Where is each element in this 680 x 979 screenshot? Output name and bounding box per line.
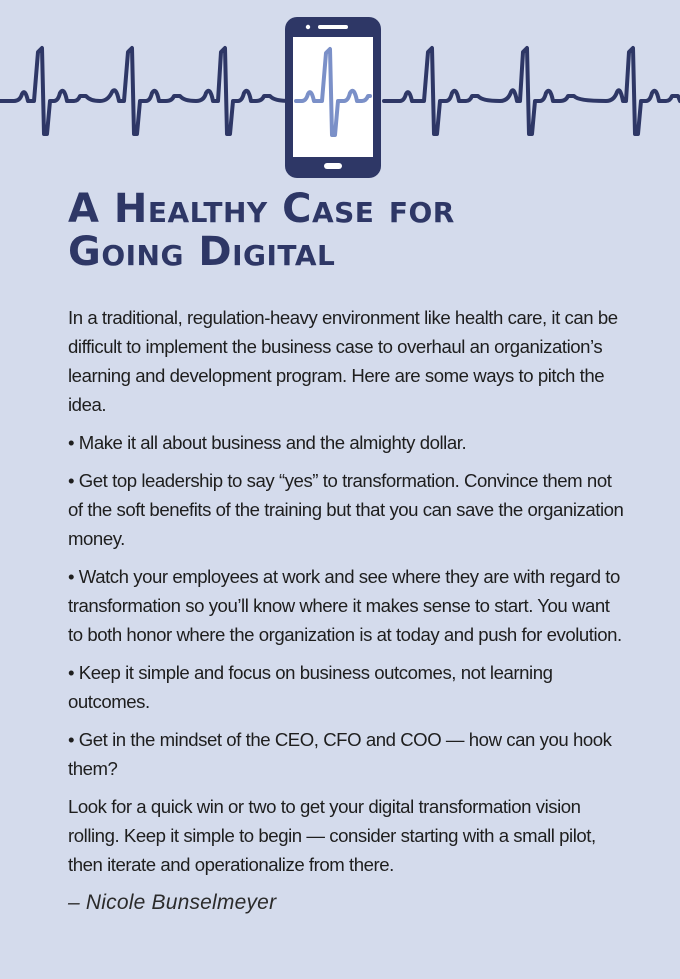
heartbeat-line-right [384, 48, 680, 134]
page-title [68, 188, 658, 274]
article-body [68, 303, 624, 917]
header-illustration [0, 0, 680, 185]
heartbeat-line-left [0, 48, 290, 134]
phone-speaker [318, 25, 348, 29]
intro-paragraph: In a traditional, regulation-heavy environment like health care, it can be difficult to implement the business case to overhaul an organization’s learning and development program. Here are some ways to pitch the idea. [68, 307, 618, 415]
bullet-item: • Get top leadership to say “yes” to transformation. Convince them not of the soft benefits of the training but that you can save the organization money. [68, 466, 624, 553]
bullet-item: • Make it all about business and the almighty dollar. [68, 428, 624, 457]
bullet-item: • Watch your employees at work and see where they are with regard to transformation so you’ll know where it makes sense to start. You want to both honor where the organization is at today and push for evolution. [68, 562, 624, 649]
smartphone-heartbeat-icon [0, 0, 680, 185]
phone-camera [306, 25, 310, 29]
title-line-2: Going Digital [68, 229, 336, 275]
bullet-item: • Keep it simple and focus on business outcomes, not learning outcomes. [68, 658, 624, 716]
bullet-item: • Get in the mindset of the CEO, CFO and COO — how can you hook them? [68, 725, 624, 783]
closing-paragraph: Look for a quick win or two to get your digital transformation vision rolling. Keep it simple to begin — consider starting with a small pilot, then iterate and operationalize from there. [68, 796, 596, 875]
phone-home-button [324, 163, 342, 169]
author-signature: – Nicole Bunselmeyer [68, 891, 277, 914]
title-line-1: A Healthy Case for [68, 186, 455, 232]
